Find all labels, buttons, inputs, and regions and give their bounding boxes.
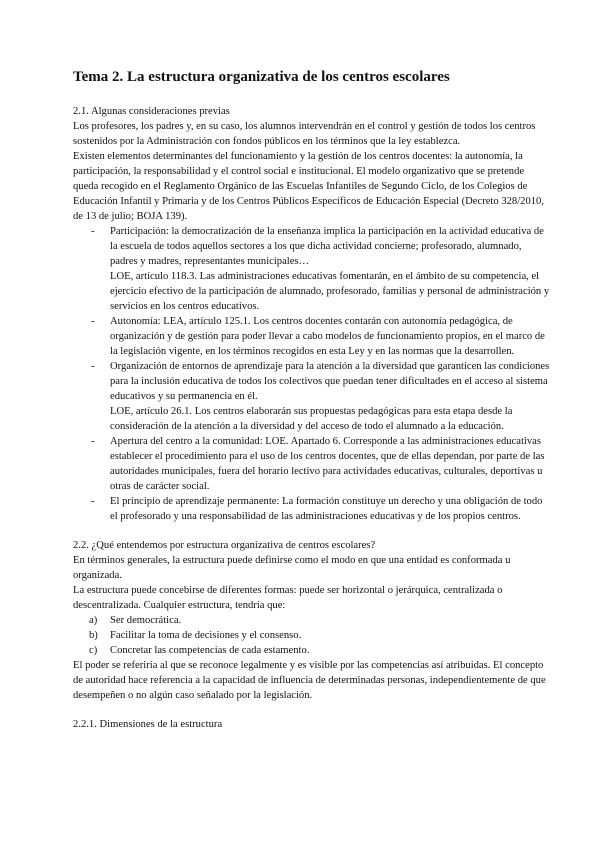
list-item-aprendizaje-permanente xyxy=(73,494,550,524)
document-title: Tema 2. La estructura organizativa de los centros escolares xyxy=(73,69,450,85)
list-item-extra: LOE, artículo 26.1. Los centros elaborarán sus propuestas pedagógicas para esta etapa desde la consideración de la atención a la diversidad y del acceso de todo el alumnado a la educación. xyxy=(110,406,513,432)
list-dash: - xyxy=(91,436,95,447)
section-2-2-paragraph-3: El poder se referiría al que se reconoce legalmente y es visible por las competencias así atribuidas. El concepto de autoridad hace referencia a la capacidad de influencia de determinadas personas, independientemente de que desempeñen o no algún caso señalado por la legislación. xyxy=(73,660,546,701)
section-2-2-paragraph-1: En términos generales, la estructura puede definirse como el modo en que una entidad es conformada u organizada. xyxy=(73,555,511,581)
section-2-1-heading: 2.1. Algunas consideraciones previas xyxy=(73,106,230,117)
list-dash: - xyxy=(91,316,95,327)
list-item-text: Facilitar la toma de decisiones y el consenso. xyxy=(110,630,302,641)
list-dash: - xyxy=(91,361,95,372)
section-2-2-list xyxy=(73,613,550,658)
spacer xyxy=(73,703,550,717)
spacer xyxy=(73,524,550,538)
list-item-text: Participación: la democratización de la enseñanza implica la participación en la actividad educativa de la escuela de todos aquellos sectores a los que dicha actividad concierne; profesorado, alumnado, padres y madres, representantes municipales… xyxy=(110,226,544,267)
list-letter: b) xyxy=(89,630,98,641)
list-item xyxy=(73,643,550,658)
list-item xyxy=(73,628,550,643)
section-2-1-paragraph-1: Los profesores, los padres y, en su caso, los alumnos intervendrán en el control y gestión de todos los centros sostenidos por la Administración con fondos públicos en los términos que la ley establezca. xyxy=(73,121,536,147)
section-2-1-paragraph-2: Existen elementos determinantes del funcionamiento y la gestión de los centros docentes: la autonomía, la participación, la responsabilidad y el control social e institucional. El modelo organizativo que se pretende queda recogido en el Reglamento Orgánico de las Escuelas Infantiles de Segundo Ciclo, de los Colegios de Educación Infantil y Primaria y de los Centros Públicos Específicos de Educación Especial (Decreto 328/2010, de 13 de julio; BOJA 139). xyxy=(73,151,544,222)
list-item-text: Autonomía: LEA, artículo 125.1. Los centros docentes contarán con autonomía pedagógica, de organización y de gestión para poder llevar a cabo modelos de funcionamiento propios, en el marco de la legislación vigente, en los términos recogidos en esta Ley y en las normas que la desarrollen. xyxy=(110,316,545,357)
list-item-text: Concretar las competencias de cada estamento. xyxy=(110,645,310,656)
list-item-text: Ser democrática. xyxy=(110,615,182,626)
list-item-text: Apertura del centro a la comunidad: LOE. Apartado 6. Corresponde a las administraciones educativas establecer el procedimiento para el uso de los centros docentes, que de ellas dependan, por parte de las autoridades municipales, fuera del horario lectivo para actividades educativas, culturales, deportivas u otras de carácter social. xyxy=(110,436,545,492)
list-item-text: El principio de aprendizaje permanente: La formación constituye un derecho y una obligación de todo el profesorado y una responsabilidad de las administraciones educativas y de los propios centros. xyxy=(110,496,543,522)
list-letter: c) xyxy=(89,645,98,656)
section-2-2-1-heading: 2.2.1. Dimensiones de la estructura xyxy=(73,719,223,730)
list-item-participacion xyxy=(73,224,550,314)
section-2-2-heading: 2.2. ¿Qué entendemos por estructura organizativa de centros escolares? xyxy=(73,540,376,551)
list-item-autonomia xyxy=(73,314,550,359)
section-2-2-paragraph-2: La estructura puede concebirse de diferentes formas: puede ser horizontal o jerárquica, centralizada o descentralizada. Cualquier estructura, tendría que: xyxy=(73,585,503,611)
list-item-diversidad xyxy=(73,359,550,434)
list-item xyxy=(73,613,550,628)
section-2-1-list xyxy=(73,224,550,524)
list-dash: - xyxy=(91,226,95,237)
list-letter: a) xyxy=(89,615,98,626)
list-dash: - xyxy=(91,496,95,507)
list-item-text: Organización de entornos de aprendizaje para la atención a la diversidad que garanticen las condiciones para la inclusión educativa de todos los colectivos que puedan tener dificultades en el acceso al sistema educativos y su permanencia en él. xyxy=(110,361,550,402)
list-item-apertura xyxy=(73,434,550,494)
list-item-extra: LOE, artículo 118.3. Las administraciones educativas fomentarán, en el ámbito de su competencia, el ejercicio efectivo de la participación de alumnado, profesorado, familias y personal de administración y servicios en los centros educativos. xyxy=(110,271,550,312)
